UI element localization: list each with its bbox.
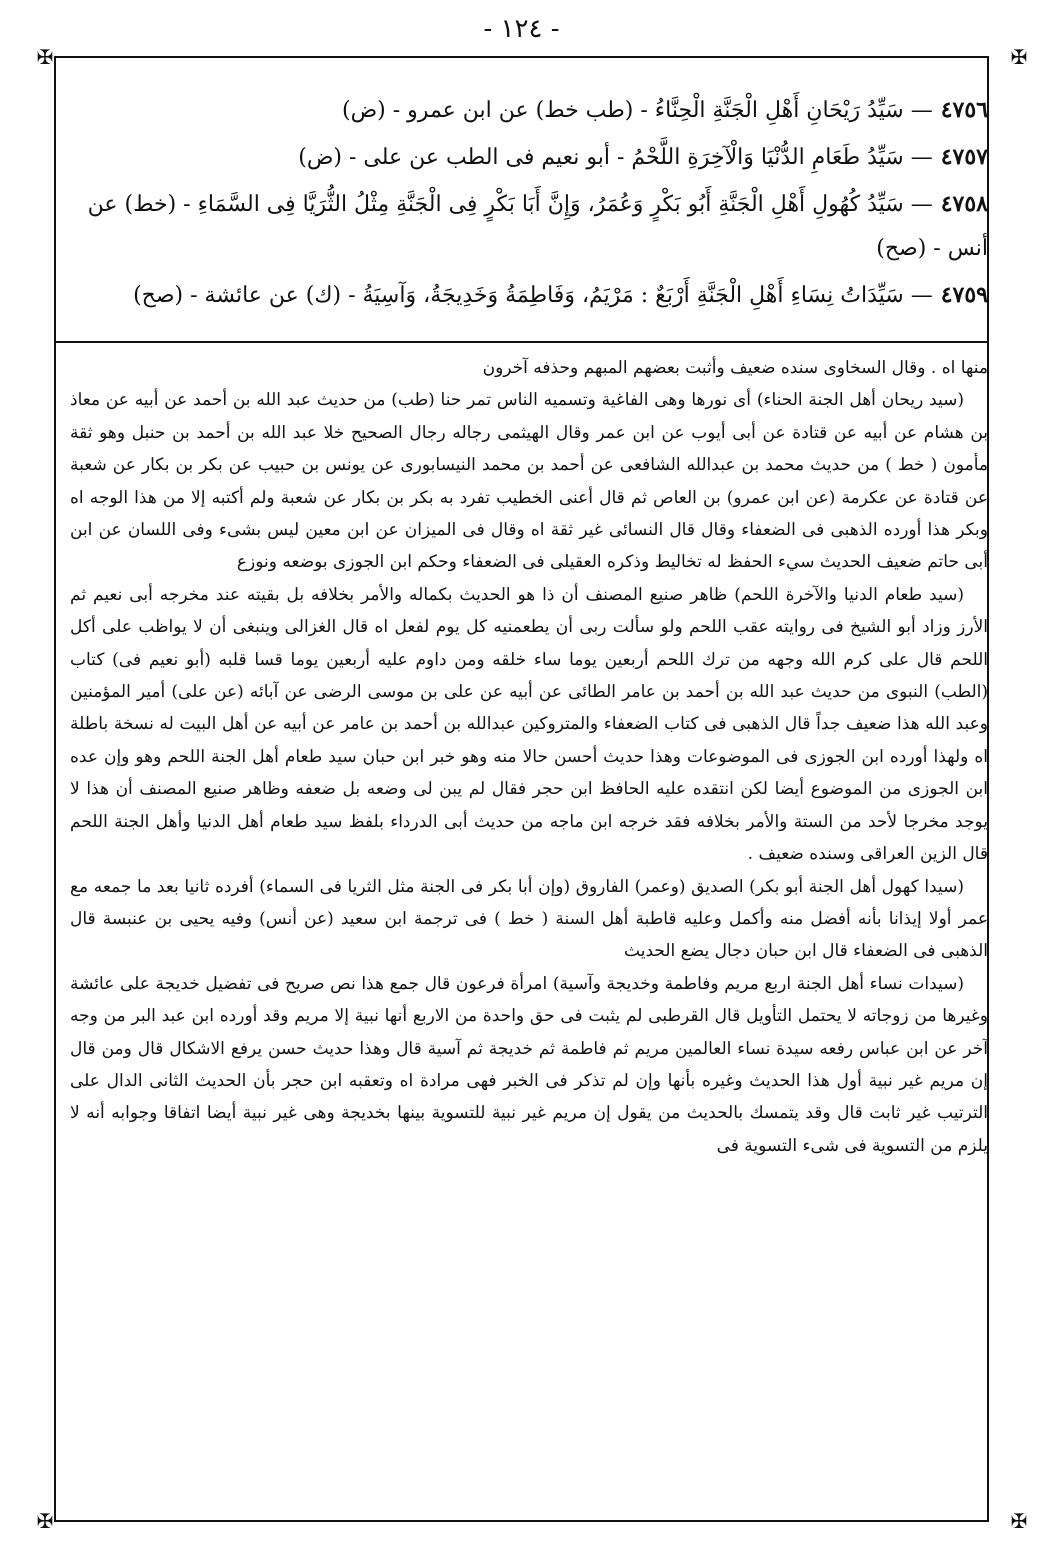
hadith-number: ٤٧٥٨ xyxy=(940,191,988,217)
commentary-paragraph: (سيد ريحان أهل الجنة الحناء) أى نورها وهى الفاغية وتسميه الناس تمر حنا (طب) من حديث عبد الله بن أحمد عن أبيه عن معاذ بن هشام عن أبيه عن قتادة عن أبى أيوب عن ابن عمر وقال الهيثمى رجاله رجال الصحيح خلا عبد الله بن أحمد بن حنبل وهو ثقة مأمون ( خط ) من حديث محمد بن عبدالله الشافعى عن أحمد بن محمد النيسابورى عن يونس بن حبيب عن بكر بن بكار عن شعبة عن قتادة عن عكرمة (عن ابن عمرو) بن العاص ثم قال أعنى الخطيب تفرد به بكر بن بكار عن شعبة ولم أكتبه إلا من هذا الوجه اه وبكر هذا أورده الذهبى فى الضعفاء وقال قال النسائى غير ثقة اه وقال فى الميزان عن ابن معين ليس بشىء وفى اللسان عن ابن أبى حاتم ضعيف الحديث سيء الحفظ له تخاليط وذكره العقيلى فى الضعفاء وحكم ابن الجوزى بوضعه ونوزع xyxy=(70,390,988,573)
corner-ornament-icon: ✠ xyxy=(1010,45,1028,69)
hadith-text: — سَيِّدُ كُهُولِ أَهْلِ الْجَنَّةِ أَبُو بَكْرٍ وَعُمَرُ، وَإِنَّ أَبَا بَكْرٍ فِى الْجَنَّةِ مِثْلُ الثُّرَيَّا فِى السَّمَاءِ - (خط) عن أنس - (صح) xyxy=(87,192,988,261)
corner-ornament-icon: ✠ xyxy=(36,1509,54,1533)
page-number: - ١٢٤ - xyxy=(483,14,560,44)
hadith-entry xyxy=(70,273,988,318)
frame-bottom-line xyxy=(54,1520,989,1522)
frame-top-line xyxy=(54,56,989,58)
commentary-paragraph: (سيدا كهول أهل الجنة أبو بكر) الصديق (وعمر) الفاروق (وإن أبا بكر فى الجنة مثل الثريا فى السماء) أفرده ثانيا بعد ما جمعه مع عمر أولا إيذانا بأنه أفضل منه وأكمل وعليه قاطبة أهل السنة ( خط ) فى ترجمة ابن سعيد (عن أنس) وفيه يحيى بن عنبسة قال الذهبى فى الضعفاء قال ابن حبان دجال يضع الحديث xyxy=(70,876,988,962)
hadith-number: ٤٧٥٦ xyxy=(940,97,988,123)
hadith-text: — سَيِّدَاتُ نِسَاءِ أَهْلِ الْجَنَّةِ أَرْبَعٌ : مَرْيَمُ، وَفَاطِمَةُ وَخَدِيجَةُ، وَآسِيَةُ - (ك) عن عائشة - (صح) xyxy=(133,283,933,308)
commentary-paragraph: منها اه . وقال السخاوى سنده ضعيف وأثبت بعضهم المبهم وحذفه آخرون xyxy=(482,358,988,378)
commentary-section xyxy=(70,352,988,1162)
hadith-text: — سَيِّدُ طَعَامِ الدُّنْيَا وَالْآخِرَةِ اللَّحْمُ - أبو نعيم فى الطب عن على - (ض) xyxy=(298,145,933,170)
corner-ornament-icon: ✠ xyxy=(1010,1509,1028,1533)
corner-ornament-icon: ✠ xyxy=(36,45,54,69)
hadith-entry xyxy=(70,182,988,271)
hadith-number: ٤٧٥٧ xyxy=(940,144,988,170)
commentary-paragraph: (سيد طعام الدنيا والآخرة اللحم) ظاهر صنيع المصنف أن ذا هو الحديث بكماله والأمر بخلافه بل بقيته عند مخرجه أبى نعيم ثم الأرز وزاد أبو الشيخ فى روايته عقب اللحم ولو سألت ربى أن يطعمنيه كل يوم لفعل اه قال الغزالى وينبغى أن لا يواظب على أكل اللحم قال على كرم الله وجهه من ترك اللحم أربعين يوما ساء خلقه ومن داوم عليه أربعين يوما قسا قلبه (أبو نعيم فى) كتاب (الطب) النبوى من حديث عبد الله بن أحمد بن عامر الطائى عن أبيه عن على بن موسى الرضى عن آبائه (عن على) أمير المؤمنين وعبد الله هذا ضعيف جداً قال الذهبى فى كتاب الضعفاء والمتروكين عبدالله بن أحمد بن عامر عن أبيه عن أهل البيت له نسخة باطلة اه ولهذا أورده ابن الجوزى فى الموضوعات وهذا حديث أحسن حالا منه وهو خبر ابن حبان سيد طعام أهل الجنة اللحم وهو وإن عده ابن الجوزى من الموضوع أيضا لكن انتقده عليه الحافظ ابن حجر فقال لم يبن لى وضعه بل ضعفه وظاهر صنيع المصنف أن هذا لا يوجد مخرجا لأحد من الستة والأمر بخلافه فقد خرجه ابن ماجه من حديث أبى الدرداء بلفظ سيد طعام أهل الدنيا وأهل الجنة اللحم قال الزين العراقى وسنده ضعيف . xyxy=(70,584,989,865)
hadith-number: ٤٧٥٩ xyxy=(940,282,988,308)
hadith-entry xyxy=(70,88,988,133)
commentary-paragraph: (سيدات نساء أهل الجنة اربع مريم وفاطمة وخديجة وآسية) امرأة فرعون قال جمع هذا نص صريح فى تفضيل خديجة على عائشة وغيرها من زوجاته لا يحتمل التأويل قال القرطبى لم يثبت فى حق واحدة من الاربع أنها نبية إلا مريم وقد أورده ابن عبد البر من وجه آخر عن ابن عباس رفعه سيدة نساء العالمين مريم ثم فاطمة ثم خديجة ثم آسية قال وهذا حديث حسن يرفع الاشكال قال ومن قال إن مريم غير نبية أول هذا الحديث وغيره بأنها وإن لم تذكر فى الخبر فهى مرادة اه وتعقبه ابن حجر بأن الحديث الثانى الدال على الترتيب غير ثابت قال وقد يتمسك بالحديث من يقول إن مريم غير نبية للتسوية بينها بخديجة وهى غير نبية أيضا اتفاقا وجوابه أنه لا يلزم من التسوية فى شىء التسوية فى xyxy=(70,973,988,1156)
hadith-entry xyxy=(70,135,988,180)
hadith-text: — سَيِّدُ رَيْحَانِ أَهْلِ الْجَنَّةِ الْحِنَّاءُ - (طب خط) عن ابن عمرو - (ض) xyxy=(342,98,933,123)
hadith-list xyxy=(70,88,988,320)
frame-left-line xyxy=(54,56,56,1522)
section-divider xyxy=(54,341,989,343)
